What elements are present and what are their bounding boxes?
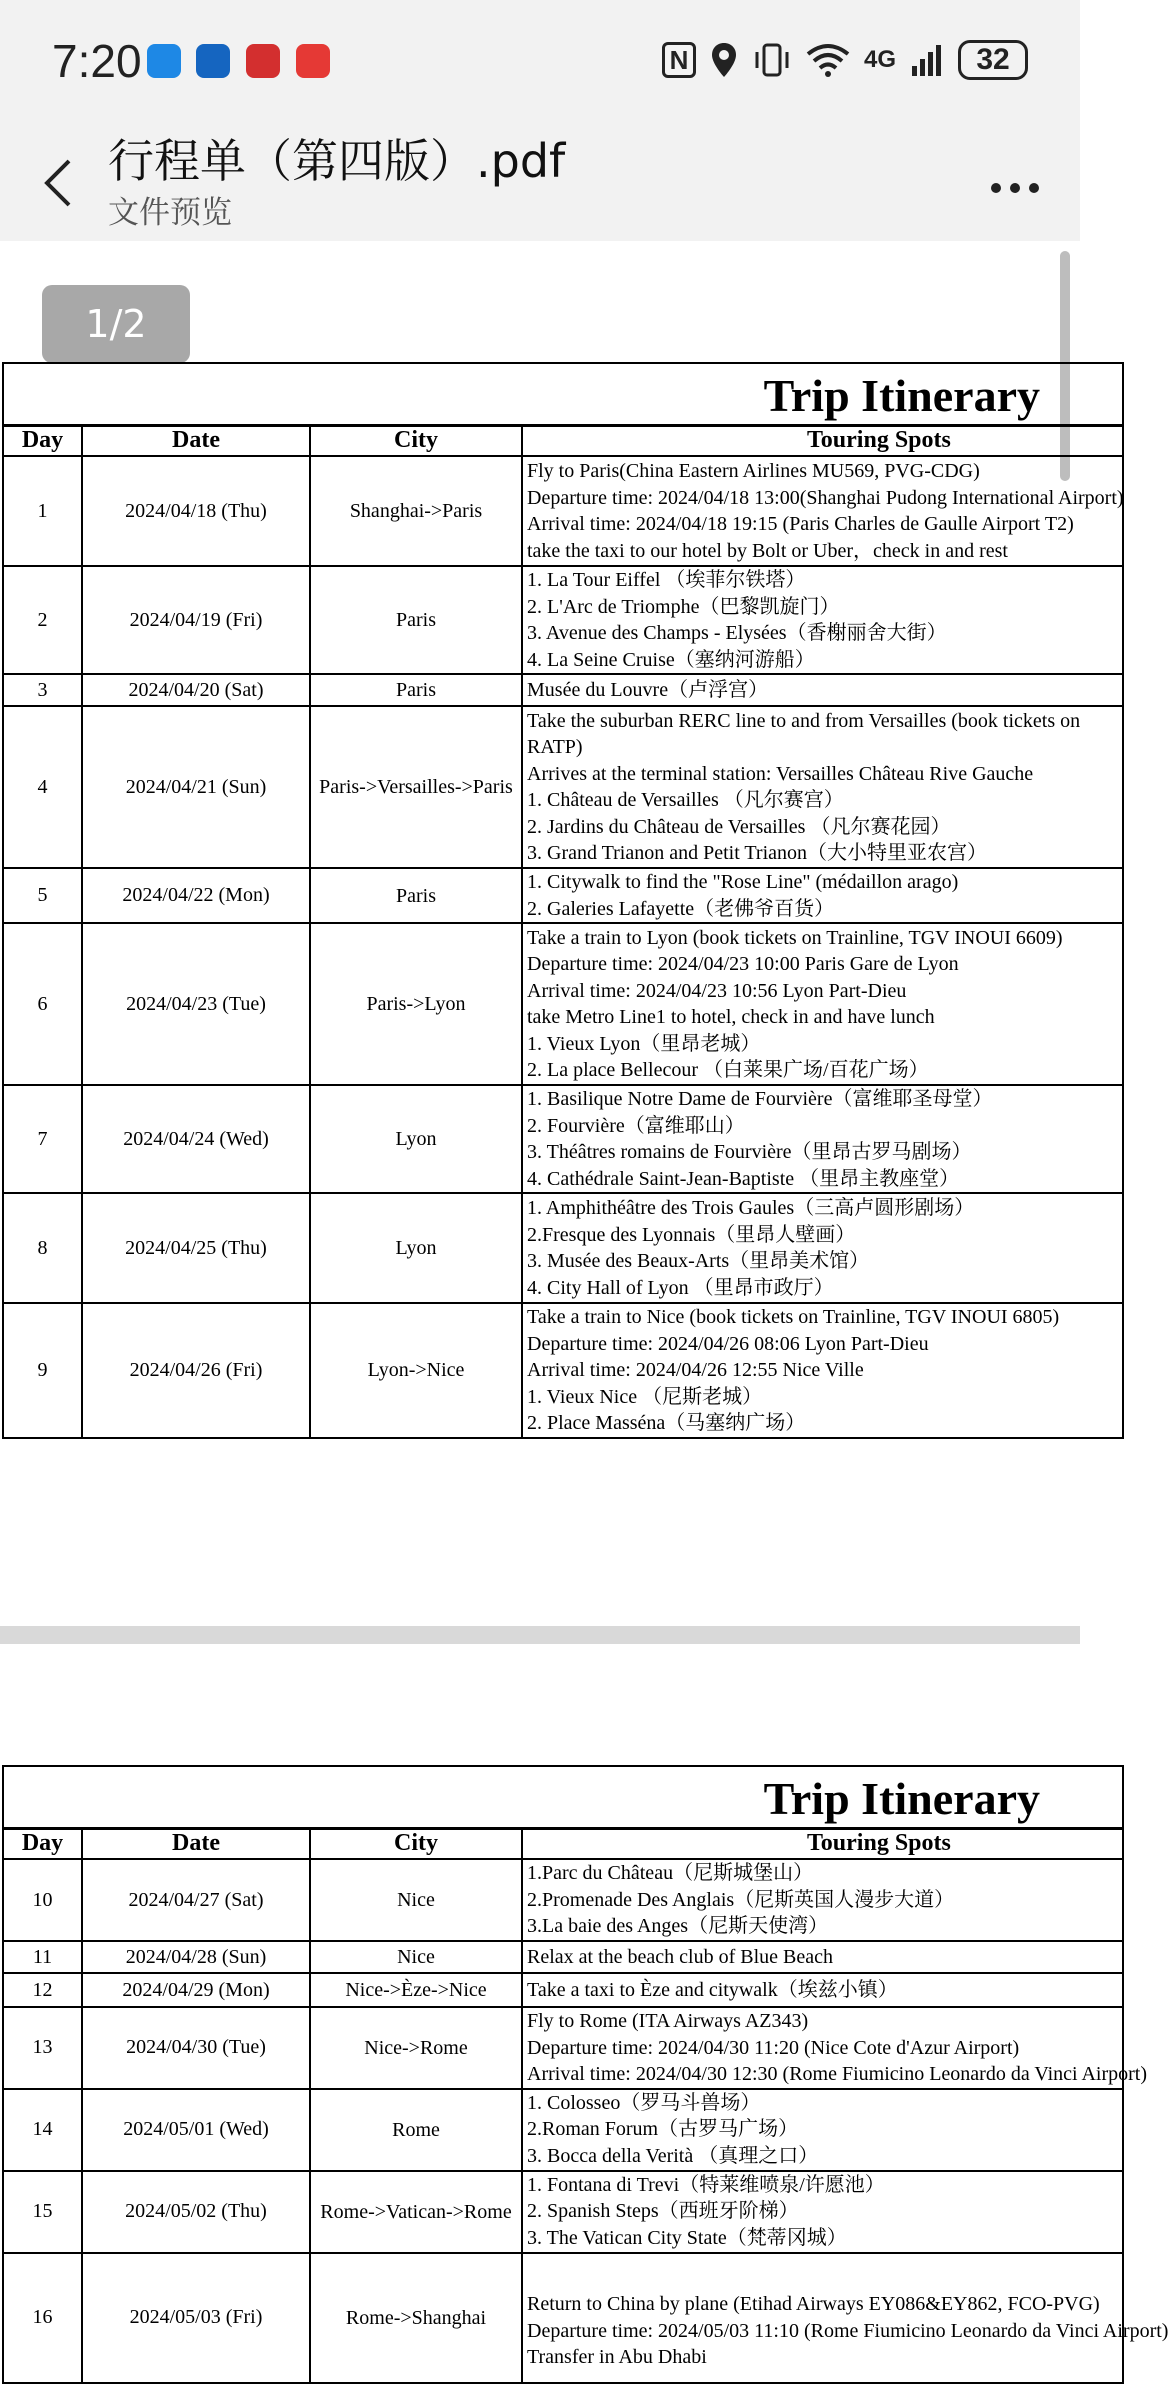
column-header-city: City	[310, 1828, 522, 1859]
date-cell: 2024/04/21 (Sun)	[82, 706, 310, 868]
touring-spots-cell	[522, 2253, 1168, 2383]
itinerary-row	[3, 868, 1123, 923]
touring-spot-line: 1. Vieux Nice （尼斯老城）	[527, 1385, 763, 1408]
touring-spots-cell	[522, 2171, 1123, 2253]
touring-spot-line: Arrival time: 2024/04/18 19:15 (Paris Charles de Gaulle Airport T2)	[527, 513, 1074, 535]
day-cell: 3	[3, 674, 82, 706]
touring-spot-line: 3. Grand Trianon and Petit Trianon（大小特里亚农宫）	[527, 842, 988, 864]
touring-spot-line: Arrives at the terminal station: Versailles Château Rive Gauche	[527, 762, 1034, 785]
city-cell: Rome->Vatican->Rome	[310, 2171, 522, 2253]
touring-spot-line: 2.Fresque des Lyonnais（里昂人壁画）	[527, 1223, 856, 1246]
column-header-date: Date	[82, 1828, 310, 1859]
date-cell: 2024/04/18 (Thu)	[82, 456, 310, 566]
date-cell: 2024/05/03 (Fri)	[82, 2253, 310, 2383]
column-header-city: City	[310, 425, 522, 456]
day-cell: 9	[3, 1303, 82, 1438]
itinerary-row	[3, 923, 1123, 1085]
more-dots-icon	[990, 181, 1040, 195]
itinerary-row	[3, 566, 1123, 674]
touring-spot-line: 3. Bocca della Verità （真理之口）	[527, 2144, 819, 2167]
touring-spots-cell	[522, 706, 1123, 868]
table-header-row	[3, 425, 1123, 456]
network-type-label: 4G	[863, 46, 896, 73]
status-bar	[0, 0, 1080, 125]
day-cell: 16	[3, 2253, 82, 2383]
date-cell: 2024/04/27 (Sat)	[82, 1859, 310, 1941]
city-cell: Nice	[310, 1941, 522, 1973]
city-cell: Lyon->Nice	[310, 1303, 522, 1438]
date-cell: 2024/05/01 (Wed)	[82, 2089, 310, 2171]
touring-spot-line: 2. L'Arc de Triomphe（巴黎凯旋门）	[527, 595, 840, 618]
touring-spot-line: Take a taxi to Èze and citywalk（埃兹小镇）	[527, 1978, 898, 2001]
itinerary-row	[3, 2089, 1123, 2171]
city-cell: Paris	[310, 566, 522, 674]
wifi-icon	[806, 42, 850, 78]
itinerary-row	[3, 456, 1123, 566]
day-cell: 7	[3, 1085, 82, 1193]
touring-spots-cell	[522, 1193, 1123, 1303]
touring-spots-cell	[522, 2089, 1123, 2171]
day-cell: 5	[3, 868, 82, 923]
touring-spot-line: 1. La Tour Eiffel （埃菲尔铁塔）	[527, 569, 806, 591]
touring-spot-line: 3. Théâtres romains de Fourvière（里昂古罗马剧场）	[527, 1141, 972, 1163]
itinerary-row	[3, 1859, 1123, 1941]
date-cell: 2024/04/24 (Wed)	[82, 1085, 310, 1193]
itinerary-row	[3, 1303, 1123, 1438]
column-header-date: Date	[82, 425, 310, 456]
status-time: 7:20	[52, 35, 142, 87]
app-bar	[0, 125, 1080, 241]
day-cell: 4	[3, 706, 82, 868]
location-icon	[710, 41, 738, 79]
touring-spot-line: 4. La Seine Cruise（塞纳河游船）	[527, 648, 815, 671]
itinerary-row	[3, 1973, 1123, 2007]
touring-spots-cell	[522, 868, 1123, 923]
itinerary-row	[3, 2007, 1123, 2089]
table-header-row	[3, 1828, 1123, 1859]
date-cell: 2024/05/02 (Thu)	[82, 2171, 310, 2253]
day-cell: 13	[3, 2007, 82, 2089]
city-cell: Paris->Versailles->Paris	[310, 706, 522, 868]
touring-spots-cell	[522, 923, 1123, 1085]
itinerary-row	[3, 2171, 1123, 2253]
touring-spots-cell	[522, 674, 1123, 706]
document-subtitle: 文件预览	[108, 195, 232, 231]
touring-spot-line: Return to China by plane (Etihad Airways EY086&EY862, FCO-PVG)	[527, 2293, 1100, 2315]
itinerary-table-page-2	[2, 1765, 1168, 2384]
itinerary-row	[3, 2253, 1123, 2383]
touring-spot-line: Arrival time: 2024/04/30 12:30 (Rome Fiumicino Leonardo da Vinci Airport)	[527, 2063, 1147, 2085]
touring-spots-cell	[522, 2007, 1147, 2089]
touring-spot-line: 4. Cathédrale Saint-Jean-Baptiste （里昂主教座堂）	[527, 1167, 960, 1190]
touring-spot-line: take the taxi to our hotel by Bolt or Uber，check in and rest	[527, 539, 1008, 562]
touring-spot-line: Take a train to Nice (book tickets on Trainline, TGV INOUI 6805)	[527, 1306, 1060, 1328]
touring-spots-cell	[522, 1941, 1123, 1973]
signal-icon	[910, 42, 944, 78]
itinerary-row	[3, 1193, 1123, 1303]
table-title	[3, 1766, 1123, 1828]
city-cell: Lyon	[310, 1193, 522, 1303]
date-cell: 2024/04/19 (Fri)	[82, 566, 310, 674]
touring-spot-line: 2. Fourvière（富维耶山）	[527, 1114, 745, 1137]
touring-spots-cell	[522, 1973, 1123, 2007]
date-cell: 2024/04/30 (Tue)	[82, 2007, 310, 2089]
day-cell: 1	[3, 456, 82, 566]
back-button[interactable]	[28, 143, 88, 223]
touring-spot-line: Transfer in Abu Dhabi	[527, 2346, 707, 2368]
date-cell: 2024/04/29 (Mon)	[82, 1973, 310, 2007]
table-title-text: Trip Itinerary	[763, 370, 1041, 422]
date-cell: 2024/04/26 (Fri)	[82, 1303, 310, 1438]
huawei-app-icon	[296, 44, 330, 78]
touring-spot-line: 1. Vieux Lyon（里昂老城）	[527, 1032, 761, 1055]
touring-spots-cell	[522, 1859, 1123, 1941]
touring-spot-line: Arrival time: 2024/04/23 10:56 Lyon Part-Dieu	[527, 979, 907, 1002]
touring-spots-cell	[522, 456, 1123, 566]
touring-spot-line: 1. Château de Versailles （凡尔赛宫）	[527, 789, 844, 811]
touring-spot-line: Departure time: 2024/04/18 13:00(Shanghai Pudong International Airport)	[527, 486, 1124, 509]
touring-spot-line: 3. The Vatican City State（梵蒂冈城）	[527, 2226, 847, 2249]
touring-spot-line: RATP)	[527, 736, 583, 758]
status-icons	[662, 40, 1028, 80]
day-cell: 10	[3, 1859, 82, 1941]
touring-spot-line: 3. Musée des Beaux-Arts（里昂美术馆）	[527, 1250, 870, 1272]
date-cell: 2024/04/20 (Sat)	[82, 674, 310, 706]
touring-spot-line: 1. Amphithéâtre des Trois Gaules（三高卢圆形剧场）	[527, 1197, 975, 1219]
touring-spot-line: 2. Galeries Lafayette（老佛爷百货）	[527, 897, 835, 920]
touring-spot-line	[527, 2265, 1122, 2292]
touring-spot-line: 1.Parc du Château（尼斯城堡山）	[527, 1862, 814, 1885]
column-header-day: Day	[3, 425, 82, 456]
touring-spot-line: Musée du Louvre（卢浮宫）	[527, 678, 769, 701]
touring-spot-line: Fly to Rome (ITA Airways AZ343)	[527, 2010, 809, 2032]
table-title-text: Trip Itinerary	[763, 1773, 1041, 1825]
touring-spots-cell	[522, 1085, 1123, 1193]
vibrate-icon	[752, 42, 792, 78]
touring-spots-cell	[522, 1303, 1123, 1438]
touring-spot-line: Arrival time: 2024/04/26 12:55 Nice Ville	[527, 1359, 864, 1381]
touring-spot-line: 2. La place Bellecour （白莱果广场/百花广场）	[527, 1059, 929, 1081]
city-cell: Nice	[310, 1859, 522, 1941]
city-cell: Shanghai->Paris	[310, 456, 522, 566]
browser-app-icon	[147, 44, 181, 78]
date-cell: 2024/04/23 (Tue)	[82, 923, 310, 1085]
mcdonalds-app-icon	[246, 44, 280, 78]
date-cell: 2024/04/28 (Sun)	[82, 1941, 310, 1973]
page-indicator: 1/2	[42, 285, 190, 363]
itinerary-table-page-1	[2, 362, 1124, 1439]
touring-spot-line: take Metro Line1 to hotel, check in and have lunch	[527, 1006, 935, 1028]
day-cell: 12	[3, 1973, 82, 2007]
day-cell: 14	[3, 2089, 82, 2171]
touring-spot-line: Departure time: 2024/04/23 10:00 Paris Gare de Lyon	[527, 953, 959, 975]
touring-spot-line: Relax at the beach club of Blue Beach	[527, 1945, 833, 1968]
battery-indicator: 32	[958, 40, 1028, 80]
city-cell: Rome	[310, 2089, 522, 2171]
touring-spot-line: 1. Basilique Notre Dame de Fourvière（富维耶圣母堂）	[527, 1088, 993, 1110]
touring-spot-line: Departure time: 2024/04/30 11:20 (Nice Cote d'Azur Airport)	[527, 2036, 1020, 2059]
city-cell: Paris	[310, 674, 522, 706]
chevron-left-icon	[43, 157, 73, 209]
day-cell: 8	[3, 1193, 82, 1303]
page-separator	[0, 1626, 1080, 1644]
touring-spot-line: 2. Jardins du Château de Versailles （凡尔赛花园）	[527, 815, 951, 838]
touring-spot-line: Take the suburban RERC line to and from Versailles (book tickets on	[527, 709, 1081, 732]
touring-spot-line: 2. Spanish Steps（西班牙阶梯）	[527, 2200, 799, 2223]
column-header-touring-spots: Touring Spots	[522, 425, 1123, 456]
touring-spot-line: 1. Citywalk to find the "Rose Line" (médaillon arago)	[527, 871, 959, 893]
touring-spot-line: 1. Colosseo（罗马斗兽场）	[527, 2091, 761, 2114]
day-cell: 15	[3, 2171, 82, 2253]
touring-spot-line: 3.La baie des Anges（尼斯天使湾）	[527, 1915, 829, 1938]
touring-spot-line: Fly to Paris(China Eastern Airlines MU569, PVG-CDG)	[527, 460, 980, 482]
touring-spot-line: 2.Roman Forum（古罗马广场）	[527, 2118, 799, 2141]
table-title	[3, 363, 1123, 425]
itinerary-row	[3, 706, 1123, 868]
document-title: 行程单（第四版）.pdf	[108, 134, 566, 188]
more-options-button[interactable]	[990, 155, 1040, 206]
itinerary-row	[3, 1085, 1123, 1193]
city-cell: Rome->Shanghai	[310, 2253, 522, 2383]
city-cell: Paris->Lyon	[310, 923, 522, 1085]
touring-spot-line: Departure time: 2024/05/03 11:10 (Rome Fiumicino Leonardo da Vinci Airport)	[527, 2319, 1168, 2342]
day-cell: 6	[3, 923, 82, 1085]
touring-spot-line: 4. City Hall of Lyon （里昂市政厅）	[527, 1276, 834, 1299]
touring-spot-line: 1. Fontana di Trevi（特莱维喷泉/许愿池）	[527, 2173, 885, 2196]
city-cell: Lyon	[310, 1085, 522, 1193]
nfc-icon: N	[662, 42, 696, 78]
itinerary-row	[3, 674, 1123, 706]
touring-spot-line: Departure time: 2024/04/26 08:06 Lyon Part-Dieu	[527, 1332, 929, 1355]
day-cell: 11	[3, 1941, 82, 1973]
city-cell: Nice->Rome	[310, 2007, 522, 2089]
touring-spot-line: 3. Avenue des Champs - Elysées（香榭丽舍大街）	[527, 622, 947, 644]
day-cell: 2	[3, 566, 82, 674]
city-cell: Nice->Èze->Nice	[310, 1973, 522, 2007]
date-cell: 2024/04/22 (Mon)	[82, 868, 310, 923]
column-header-day: Day	[3, 1828, 82, 1859]
itinerary-row	[3, 1941, 1123, 1973]
date-cell: 2024/04/25 (Thu)	[82, 1193, 310, 1303]
pdf-viewer[interactable]	[0, 241, 1168, 2368]
touring-spot-line: Take a train to Lyon (book tickets on Trainline, TGV INOUI 6609)	[527, 926, 1063, 949]
touring-spot-line: 2.Promenade Des Anglais（尼斯英国人漫步大道）	[527, 1888, 955, 1911]
column-header-touring-spots: Touring Spots	[522, 1828, 1123, 1859]
touring-spot-line: 2. Place Masséna（马塞纳广场）	[527, 1412, 806, 1434]
touring-spots-cell	[522, 566, 1123, 674]
voice-app-icon	[196, 44, 230, 78]
city-cell: Paris	[310, 868, 522, 923]
